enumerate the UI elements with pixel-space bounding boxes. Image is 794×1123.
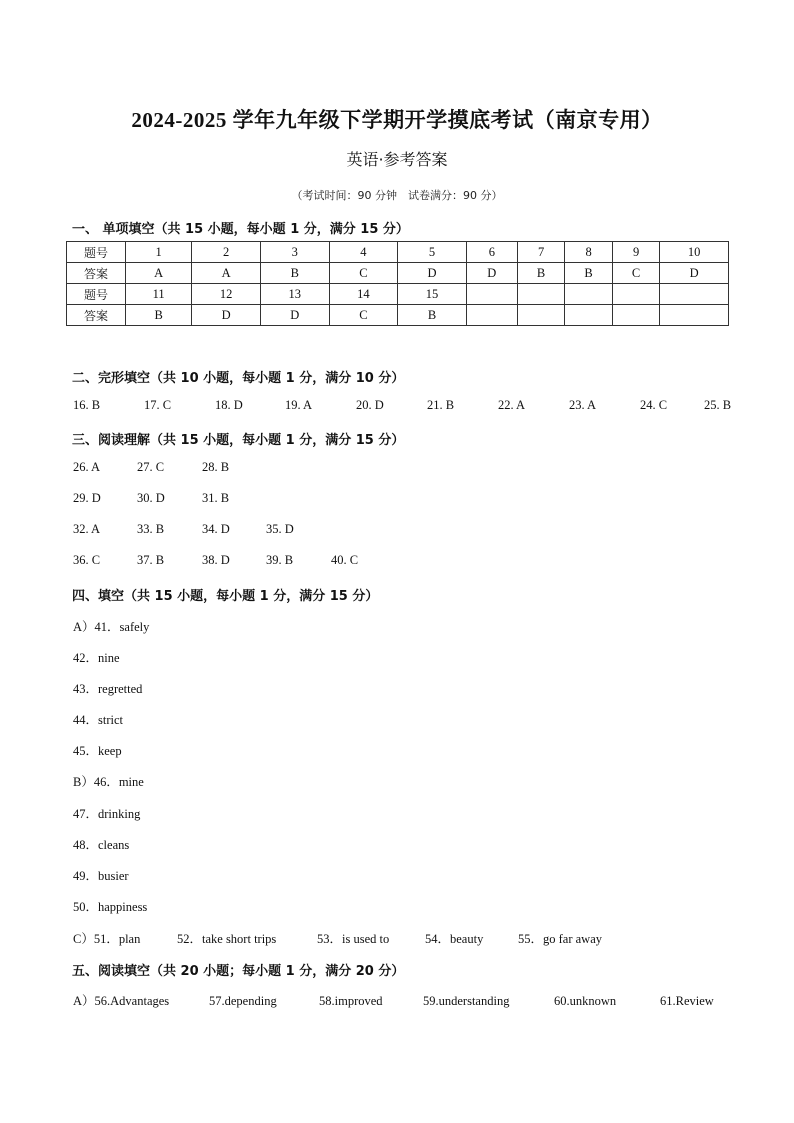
reading-answers-row [73, 553, 358, 568]
answer-item: 30. D [137, 491, 165, 505]
table-cell: 15 [398, 284, 467, 305]
section-5-heading: 五、阅读填空（共 20 小题；每小题 1 分，满分 20 分） [72, 964, 405, 979]
answer-item: 38. D [202, 553, 230, 567]
table-cell [565, 305, 613, 326]
answer-item: 24. C [640, 398, 668, 412]
answer-item: 21. B [427, 398, 455, 412]
table-cell: B [517, 263, 565, 284]
table-cell: 8 [565, 242, 613, 263]
page-subtitle: 英语·参考答案 [346, 150, 448, 169]
answer-item: 22. A [498, 398, 526, 412]
section-2-heading: 二、完形填空（共 10 小题，每小题 1 分，满分 10 分） [72, 371, 405, 386]
answer-item: 19. A [285, 398, 313, 412]
table-cell: 14 [329, 284, 398, 305]
answer-item: 55．go far away [518, 932, 602, 946]
table-cell: 5 [398, 242, 467, 263]
table-cell [517, 305, 565, 326]
table-cell: B [260, 263, 329, 284]
table-cell: 10 [660, 242, 729, 263]
answer-item: 61.Review [660, 994, 714, 1008]
table-cell: B [565, 263, 613, 284]
table-row [67, 305, 729, 326]
answer-item: 33. B [137, 522, 165, 536]
fill-answer: B）46．mine [73, 775, 144, 789]
table-cell [660, 305, 729, 326]
answer-item: 18. D [215, 398, 243, 412]
fill-answer: 50．happiness [73, 900, 148, 914]
table-cell: 3 [260, 242, 329, 263]
cloze-answers [73, 398, 731, 413]
fill-answer: 49．busier [73, 869, 129, 883]
fill-answer: 45．keep [73, 744, 122, 758]
answer-item: 32. A [73, 522, 101, 536]
answer-item: 31. B [202, 491, 230, 505]
table-cell [612, 305, 660, 326]
table-row [67, 263, 729, 284]
table-cell: 4 [329, 242, 398, 263]
table-cell: 9 [612, 242, 660, 263]
answer-table [66, 241, 729, 326]
answer-item: 25. B [704, 398, 732, 412]
answer-item: 34. D [202, 522, 230, 536]
reading-answers-row [73, 460, 229, 475]
table-row [67, 284, 729, 305]
table-cell: 13 [260, 284, 329, 305]
reading-fill-answers [73, 991, 714, 1009]
table-cell: D [466, 263, 517, 284]
page-title: 2024-2025 学年九年级下学期开学摸底考试（南京专用） [131, 108, 663, 132]
fill-answer: A）41．safely [73, 620, 150, 634]
answer-item: 36. C [73, 553, 101, 567]
section-3-heading: 三、阅读理解（共 15 小题，每小题 1 分，满分 15 分） [72, 433, 405, 448]
table-cell: C [329, 305, 398, 326]
table-cell [466, 284, 517, 305]
answer-item: 37. B [137, 553, 165, 567]
answer-item: 35. D [266, 522, 294, 536]
answer-item: 23. A [569, 398, 597, 412]
table-cell: D [192, 305, 261, 326]
table-cell: 6 [466, 242, 517, 263]
table-cell [517, 284, 565, 305]
answer-item: 16. B [73, 398, 101, 412]
fill-answer: 43．regretted [73, 682, 143, 696]
exam-meta: （考试时间：90 分钟 试卷满分：90 分） [291, 189, 503, 202]
table-cell: 2 [192, 242, 261, 263]
table-cell [466, 305, 517, 326]
table-cell: A [126, 263, 192, 284]
table-cell: 11 [126, 284, 192, 305]
row-label: 答案 [67, 263, 126, 284]
section-1-heading: 一、 单项填空（共 15 小题，每小题 1 分，满分 15 分） [72, 222, 409, 237]
answer-item: 20. D [356, 398, 384, 412]
fill-answer: 47．drinking [73, 807, 141, 821]
answer-item: 58.improved [319, 994, 383, 1008]
answer-item: 27. C [137, 460, 165, 474]
answer-item: 53．is used to [317, 932, 390, 946]
table-cell: D [260, 305, 329, 326]
table-cell: 12 [192, 284, 261, 305]
answer-item: 29. D [73, 491, 101, 505]
answer-item: C）51．plan [73, 932, 141, 946]
table-cell [565, 284, 613, 305]
reading-answers-row [73, 491, 229, 506]
fill-answers-c [73, 929, 602, 947]
table-cell [612, 284, 660, 305]
table-cell: 1 [126, 242, 192, 263]
fill-answer: 48．cleans [73, 838, 130, 852]
reading-answers-row [73, 522, 294, 537]
table-row [67, 242, 729, 263]
answer-item: 40. C [331, 553, 359, 567]
answer-item: 52．take short trips [177, 932, 277, 946]
fill-answer: 42．nine [73, 651, 120, 665]
answer-item: 60.unknown [554, 994, 617, 1008]
answer-item: 17. C [144, 398, 172, 412]
answer-item: 39. B [266, 553, 294, 567]
table-cell: D [398, 263, 467, 284]
answer-item: 26. A [73, 460, 101, 474]
answer-item: A）56.Advantages [73, 994, 170, 1008]
table-cell: B [398, 305, 467, 326]
answer-item: 59.understanding [423, 994, 510, 1008]
table-cell: 7 [517, 242, 565, 263]
table-cell: B [126, 305, 192, 326]
table-cell: C [329, 263, 398, 284]
answer-item: 57.depending [209, 994, 277, 1008]
row-label: 答案 [67, 305, 126, 326]
row-label: 题号 [67, 242, 126, 263]
answer-item: 28. B [202, 460, 230, 474]
table-cell: D [660, 263, 729, 284]
table-cell: A [192, 263, 261, 284]
answer-item: 54．beauty [425, 932, 484, 946]
table-cell [660, 284, 729, 305]
row-label: 题号 [67, 284, 126, 305]
table-cell: C [612, 263, 660, 284]
fill-answer: 44．strict [73, 713, 123, 727]
section-4-heading: 四、填空（共 15 小题，每小题 1 分，满分 15 分） [72, 589, 379, 604]
